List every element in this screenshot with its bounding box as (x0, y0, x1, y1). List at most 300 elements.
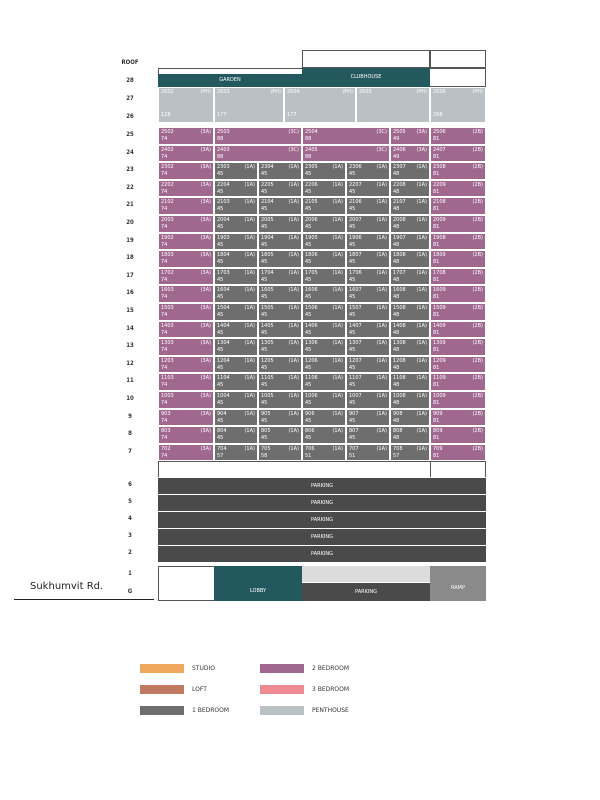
unit-type: (1A) (332, 217, 343, 223)
unit-area: 48 (393, 188, 400, 195)
unit-13 (258, 338, 302, 356)
unit-type: (1A) (416, 357, 427, 364)
unit-area: 45 (305, 400, 312, 406)
unit-area: 48 (393, 347, 400, 354)
unit-type: (1A) (332, 252, 343, 259)
unit-area: 45 (349, 400, 356, 406)
unit-15 (430, 303, 486, 321)
parking-floor-3: PARKING (158, 528, 486, 545)
unit-14 (258, 321, 302, 339)
unit-area: 51 (349, 452, 356, 459)
unit-number: 1404 (217, 322, 230, 329)
unit-number: 1508 (393, 305, 406, 311)
unit-type: (1A) (416, 252, 427, 259)
unit-area: 45 (217, 417, 224, 424)
unit-type: (2B) (472, 234, 483, 241)
unit-area: 45 (217, 400, 224, 406)
floor-label: 6 (128, 481, 132, 488)
unit-number: 1205 (261, 357, 274, 364)
parking-floor-2: PARKING (158, 545, 486, 562)
unit-number: 2606 (433, 89, 446, 95)
unit-area: 45 (349, 382, 356, 389)
unit-area: 48 (393, 329, 400, 336)
unit-number: 1303 (161, 340, 174, 347)
unit-9 (430, 409, 486, 427)
unit-type: (1A) (332, 269, 343, 276)
unit-area: 74 (161, 382, 168, 389)
unit-type: (1A) (376, 305, 387, 311)
unit-number: 2505 (393, 129, 406, 135)
unit-area: 81 (433, 259, 440, 266)
unit-type: (3A) (200, 393, 211, 399)
unit-21 (346, 197, 390, 215)
unit-number: 1702 (161, 269, 174, 276)
unit-number: 1305 (261, 340, 274, 347)
unit-8 (390, 426, 430, 444)
unit-number: 2104 (261, 199, 274, 206)
unit-area: 45 (305, 312, 312, 318)
unit-number: 2502 (161, 129, 174, 135)
unit-number: 2108 (433, 199, 446, 206)
unit-16 (390, 285, 430, 303)
unit-type: (2B) (472, 445, 483, 452)
unit-type: (PH) (342, 89, 353, 95)
unit-area: 81 (433, 347, 440, 354)
unit-number: 702 (161, 445, 171, 452)
unit-number: 1605 (261, 287, 274, 294)
unit-23 (346, 162, 390, 180)
unit-type: (1A) (244, 357, 255, 364)
unit-number: 2504 (305, 129, 318, 135)
unit-17 (214, 268, 258, 286)
unit-number: 903 (161, 410, 171, 417)
unit-area: 74 (161, 153, 168, 160)
unit-19 (158, 233, 214, 251)
unit-type: (1A) (416, 428, 427, 435)
roof-box (302, 50, 430, 68)
unit-number: 706 (305, 445, 315, 452)
unit-type: (2B) (472, 129, 483, 135)
road-label: Sukhumvit Rd. (30, 581, 104, 592)
unit-number: 704 (217, 445, 227, 452)
legend-2-bedroom-swatch (260, 664, 304, 673)
unit-number: 1308 (393, 340, 406, 347)
unit-type: (1A) (416, 393, 427, 399)
unit-type: (1A) (288, 357, 299, 364)
unit-23 (258, 162, 302, 180)
unit-8 (258, 426, 302, 444)
unit-23 (158, 162, 214, 180)
unit-area: 48 (393, 259, 400, 266)
unit-area: 45 (261, 417, 268, 424)
unit-number: 2009 (433, 217, 446, 223)
unit-area: 81 (433, 136, 440, 142)
unit-area: 81 (433, 312, 440, 318)
unit-number: 708 (393, 445, 403, 452)
unit-area: 74 (161, 400, 168, 406)
unit-area: 45 (305, 435, 312, 442)
unit-number: 2503 (217, 129, 230, 135)
unit-area: 81 (433, 400, 440, 406)
unit-type: (1A) (332, 428, 343, 435)
unit-type: (2B) (472, 357, 483, 364)
unit-area: 48 (393, 364, 400, 371)
unit-number: 1907 (393, 234, 406, 241)
unit-number: 2602 (161, 89, 174, 95)
unit-number: 1204 (217, 357, 230, 364)
unit-type: (1A) (332, 410, 343, 417)
floor-label: 11 (126, 377, 134, 385)
unit-type: (3C) (376, 146, 387, 153)
unit-type: (1A) (376, 428, 387, 435)
penthouse-unit (158, 87, 214, 123)
floor-label: 9 (128, 412, 132, 420)
unit-area: 81 (433, 206, 440, 213)
unit-number: 1008 (393, 393, 406, 399)
unit-13 (390, 338, 430, 356)
unit-number: 1209 (433, 357, 446, 364)
unit-area: 45 (217, 206, 224, 213)
unit-area: 45 (217, 224, 224, 230)
unit-number: 1509 (433, 305, 446, 311)
unit-area: 48 (393, 224, 400, 230)
unit-18 (258, 250, 302, 268)
unit-11 (390, 373, 430, 391)
unit-25 (302, 127, 390, 145)
unit-type: (1A) (244, 340, 255, 347)
unit-type: (2B) (472, 181, 483, 188)
unit-type: (1A) (416, 375, 427, 382)
unit-type: (3A) (200, 305, 211, 311)
legend-1-bedroom-label: 1 BEDROOM (192, 707, 230, 714)
floor-label: 20 (126, 219, 134, 226)
unit-7 (430, 444, 486, 462)
unit-13 (214, 338, 258, 356)
unit-number: 2008 (393, 217, 406, 223)
unit-type: (2B) (472, 410, 483, 417)
unit-number: 2005 (261, 217, 274, 223)
unit-25 (214, 127, 302, 145)
unit-22 (430, 180, 486, 198)
unit-number: 1208 (393, 357, 406, 364)
unit-16 (346, 285, 390, 303)
unit-area: 45 (217, 241, 224, 248)
unit-15 (302, 303, 346, 321)
unit-number: 1603 (161, 287, 174, 294)
unit-area: 48 (393, 382, 400, 389)
unit-number: 1902 (161, 234, 174, 241)
unit-type: (1A) (376, 164, 387, 171)
unit-number: 2506 (433, 129, 446, 135)
unit-number: 1704 (261, 269, 274, 276)
unit-number: 908 (393, 410, 403, 417)
unit-number: 1905 (305, 234, 318, 241)
unit-type: (1A) (244, 181, 255, 188)
unit-area: 74 (161, 241, 168, 248)
unit-12 (346, 356, 390, 374)
unit-number: 906 (305, 410, 315, 417)
unit-type: (1A) (376, 357, 387, 364)
unit-type: (1A) (376, 393, 387, 399)
unit-type: (1A) (288, 445, 299, 452)
unit-number: 1807 (349, 252, 362, 259)
unit-number: 1808 (393, 252, 406, 259)
unit-type: (1A) (332, 375, 343, 382)
unit-type: (1A) (332, 164, 343, 171)
unit-25 (158, 127, 214, 145)
unit-number: 2303 (217, 164, 230, 171)
unit-area: 177 (217, 112, 227, 118)
unit-type: (2B) (472, 287, 483, 294)
ramp-block: RAMP (430, 566, 486, 601)
legend-penthouse-label: PENTHOUSE (312, 707, 349, 714)
unit-type: (PH) (416, 89, 427, 95)
unit-22 (302, 180, 346, 198)
unit-number: 2205 (261, 181, 274, 188)
unit-21 (158, 197, 214, 215)
floor-label: 4 (128, 515, 132, 522)
unit-number: 1304 (217, 340, 230, 347)
unit-type: (1A) (288, 217, 299, 223)
unit-20 (214, 215, 258, 233)
unit-22 (158, 180, 214, 198)
unit-type: (3A) (200, 217, 211, 223)
unit-area: 45 (217, 171, 224, 178)
floor-label: 12 (126, 359, 134, 367)
unit-area: 74 (161, 347, 168, 354)
unit-19 (214, 233, 258, 251)
unit-18 (390, 250, 430, 268)
unit-type: (1A) (416, 217, 427, 223)
unit-10 (346, 391, 390, 409)
unit-type: (1A) (332, 445, 343, 452)
unit-area: 45 (261, 312, 268, 318)
unit-type: (1A) (288, 375, 299, 382)
unit-number: 808 (393, 428, 403, 435)
unit-21 (214, 197, 258, 215)
unit-number: 1806 (305, 252, 318, 259)
unit-area: 45 (261, 241, 268, 248)
unit-area: 45 (261, 188, 268, 195)
unit-area: 45 (261, 364, 268, 371)
floor-label: 21 (126, 201, 134, 209)
floor-label: 2 (128, 549, 132, 556)
unit-area: 45 (217, 435, 224, 442)
unit-type: (3A) (200, 322, 211, 329)
unit-number: 1507 (349, 305, 362, 311)
unit-type: (1A) (416, 305, 427, 311)
unit-type: (1A) (288, 252, 299, 259)
unit-area: 74 (161, 364, 168, 371)
unit-type: (2B) (472, 199, 483, 206)
unit-type: (3A) (200, 146, 211, 153)
unit-12 (258, 356, 302, 374)
unit-area: 45 (261, 347, 268, 354)
parking-floor-5: PARKING (158, 494, 486, 511)
unit-area: 45 (217, 188, 224, 195)
unit-type: (3A) (200, 375, 211, 382)
unit-9 (214, 409, 258, 427)
unit-type: (1A) (376, 322, 387, 329)
unit-number: 1604 (217, 287, 230, 294)
unit-22 (346, 180, 390, 198)
unit-number: 1307 (349, 340, 362, 347)
unit-number: 1203 (161, 357, 174, 364)
floor-label: 26 (126, 113, 134, 120)
unit-type: (1A) (288, 181, 299, 188)
unit-13 (430, 338, 486, 356)
unit-area: 81 (433, 417, 440, 424)
unit-number: 1706 (349, 269, 362, 276)
unit-number: 1108 (393, 375, 406, 382)
unit-type: (2B) (472, 393, 483, 399)
floor-label: 7 (128, 447, 132, 455)
unit-10 (214, 391, 258, 409)
unit-22 (390, 180, 430, 198)
floor-label: 19 (126, 236, 134, 244)
legend-3-bedroom-swatch (260, 685, 304, 694)
unit-number: 2006 (305, 217, 318, 223)
unit-type: (1A) (332, 287, 343, 294)
unit-type: (1A) (416, 445, 427, 452)
unit-area: 48 (393, 312, 400, 318)
unit-type: (3A) (200, 129, 211, 135)
lobby-block: LOBBY (214, 566, 302, 601)
unit-14 (390, 321, 430, 339)
unit-number: 2304 (261, 164, 274, 171)
unit-area: 81 (433, 452, 440, 459)
unit-8 (158, 426, 214, 444)
unit-number: 2604 (287, 89, 300, 95)
unit-number: 1009 (433, 393, 446, 399)
unit-type: (1A) (288, 340, 299, 347)
unit-area: 88 (217, 136, 224, 142)
unit-area: 45 (349, 188, 356, 195)
unit-number: 1206 (305, 357, 318, 364)
unit-23 (390, 162, 430, 180)
unit-number: 1707 (393, 269, 406, 276)
unit-13 (302, 338, 346, 356)
unit-7 (158, 444, 214, 462)
unit-type: (1A) (332, 181, 343, 188)
unit-number: 806 (305, 428, 315, 435)
unit-number: 2407 (433, 146, 446, 153)
unit-area: 81 (433, 171, 440, 178)
unit-type: (1A) (244, 305, 255, 311)
unit-area: 45 (349, 364, 356, 371)
unit-type: (1A) (244, 269, 255, 276)
unit-area: 48 (393, 435, 400, 442)
unit-number: 1608 (393, 287, 406, 294)
unit-type: (1A) (416, 181, 427, 188)
unit-type: (1A) (416, 269, 427, 276)
unit-area: 45 (305, 364, 312, 371)
unit-area: 74 (161, 188, 168, 195)
unit-type: (3A) (200, 287, 211, 294)
unit-24 (390, 145, 430, 163)
unit-area: 45 (261, 382, 268, 389)
unit-type: (3A) (200, 199, 211, 206)
unit-number: 805 (261, 428, 271, 435)
unit-12 (390, 356, 430, 374)
legend-2-bedroom-label: 2 BEDROOM (312, 665, 350, 672)
unit-type: (1A) (376, 375, 387, 382)
unit-area: 45 (217, 382, 224, 389)
unit-area: 88 (305, 153, 312, 160)
unit-12 (302, 356, 346, 374)
unit-area: 81 (433, 364, 440, 371)
unit-8 (214, 426, 258, 444)
unit-number: 1105 (261, 375, 274, 382)
unit-13 (158, 338, 214, 356)
unit-area: 81 (433, 241, 440, 248)
unit-area: 45 (349, 259, 356, 266)
unit-type: (1A) (244, 217, 255, 223)
unit-7 (390, 444, 430, 462)
unit-area: 48 (393, 171, 400, 178)
unit-area: 81 (433, 294, 440, 301)
unit-type: (3A) (200, 445, 211, 452)
floor-label: 14 (126, 324, 134, 332)
unit-number: 2403 (217, 146, 230, 153)
unit-17 (346, 268, 390, 286)
unit-14 (346, 321, 390, 339)
unit-14 (302, 321, 346, 339)
unit-number: 2402 (161, 146, 174, 153)
unit-type: (3C) (376, 129, 387, 135)
unit-number: 807 (349, 428, 359, 435)
clubhouse-block: CLUBHOUSE (302, 68, 430, 87)
unit-number: 1903 (217, 234, 230, 241)
unit-number: 1506 (305, 305, 318, 311)
unit-number: 2306 (349, 164, 362, 171)
unit-16 (258, 285, 302, 303)
floor-label: 13 (126, 342, 134, 350)
unit-type: (PH) (200, 89, 211, 95)
unit-number: 2406 (393, 146, 406, 153)
unit-11 (346, 373, 390, 391)
unit-18 (214, 250, 258, 268)
unit-area: 45 (261, 259, 268, 266)
unit-type: (PH) (270, 89, 281, 95)
unit-area: 74 (161, 435, 168, 442)
unit-7 (258, 444, 302, 462)
unit-21 (302, 197, 346, 215)
unit-type: (1A) (416, 164, 427, 171)
unit-type: (1A) (244, 375, 255, 382)
unit-area: 88 (305, 136, 312, 142)
unit-10 (302, 391, 346, 409)
unit-18 (302, 250, 346, 268)
unit-type: (1A) (288, 269, 299, 276)
unit-number: 1407 (349, 322, 362, 329)
unit-type: (1A) (244, 164, 255, 171)
unit-number: 1004 (217, 393, 230, 399)
unit-number: 1007 (349, 393, 362, 399)
unit-type: (1A) (376, 181, 387, 188)
unit-number: 705 (261, 445, 271, 452)
unit-number: 2202 (161, 181, 174, 188)
penthouse-unit (356, 87, 430, 123)
unit-number: 1107 (349, 375, 362, 382)
unit-area: 45 (305, 224, 312, 230)
unit-area: 45 (349, 294, 356, 301)
road-line (14, 599, 154, 600)
unit-area: 74 (161, 294, 168, 301)
unit-11 (158, 373, 214, 391)
unit-number: 2206 (305, 181, 318, 188)
unit-number: 1406 (305, 322, 318, 329)
